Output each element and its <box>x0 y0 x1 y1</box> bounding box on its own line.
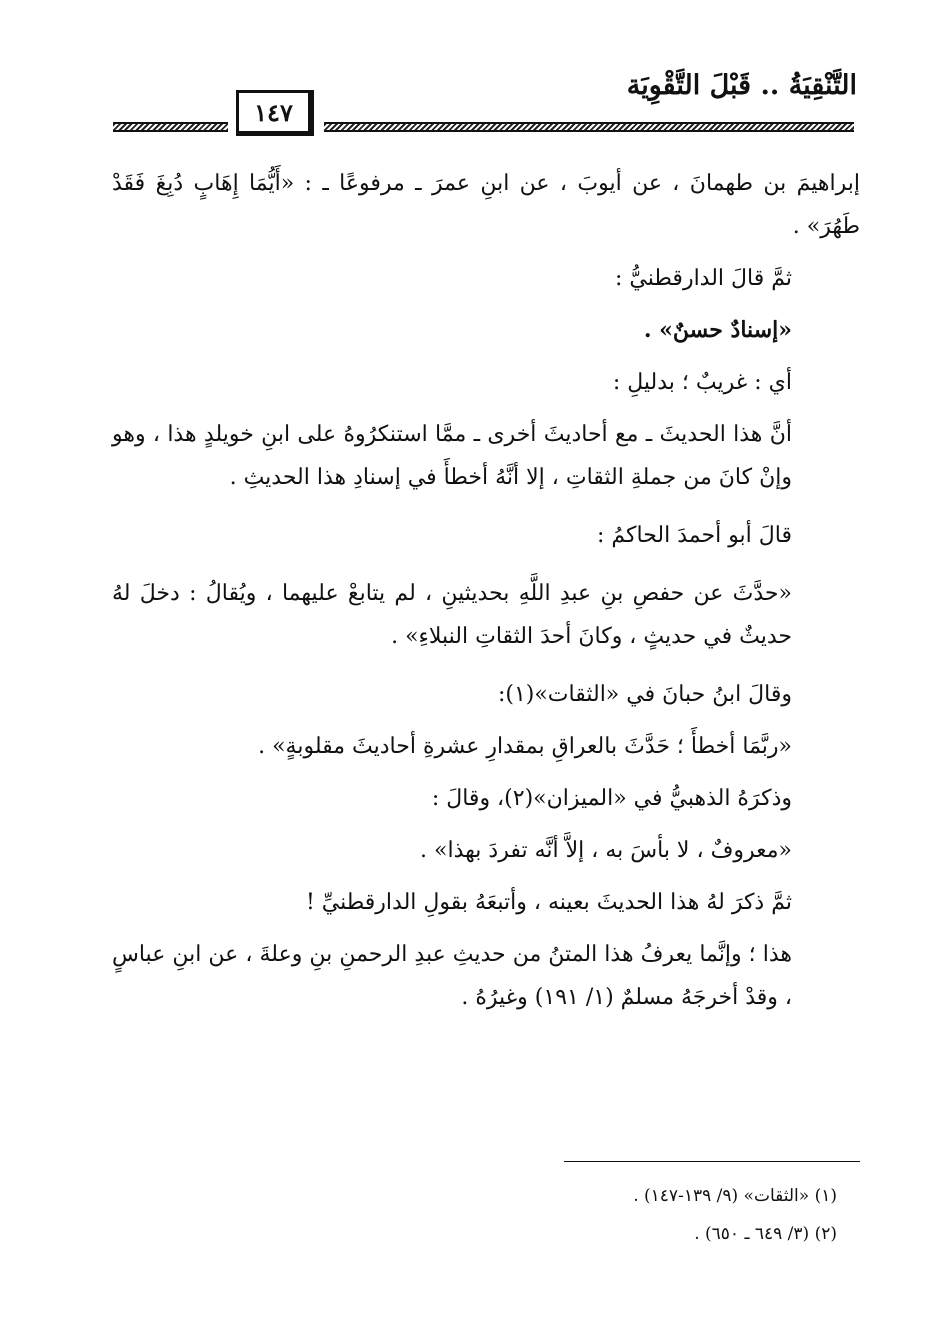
paragraph-11: «معروفٌ ، لا بأسَ به ، إلاَّ أنَّه تفردَ بهذا» . <box>420 838 792 863</box>
paragraph-4: أي : غريبٌ ؛ بدليلِ : <box>612 370 792 395</box>
paragraph-5: أنَّ هذا الحديثَ ـ مع أحاديثَ أخرى ـ ممَّا استنكرُوهُ على ابنِ خويلدٍ هذا ، وهو وإنْ كانَ من جملةِ الثقاتِ ، إلا أنَّهُ أخطأَ في إسنادِ هذا الحديثِ . <box>112 422 792 490</box>
paragraph-8: وقالَ ابنُ حبانَ في «الثقات»(١): <box>497 682 792 707</box>
header-rule-right <box>324 122 854 132</box>
paragraph-2: ثمَّ قالَ الدارقطنيُّ : <box>615 266 792 291</box>
paragraph-1: إبراهيمَ بن طهمانَ ، عن أيوبَ ، عن ابنِ عمرَ ـ مرفوعًا ـ : «أَيُّمَا إِهَابٍ دُبِغَ فَقَدْ طَهُرَ» . <box>112 171 860 239</box>
footnote-2: (٢) (٣/ ٦٤٩ ـ ٦٥٠) . <box>694 1224 837 1244</box>
footnotes <box>633 1177 837 1253</box>
running-title: التَّنْقِيَةُ .. قَبْلَ التَّقْوِيَة <box>626 70 857 101</box>
paragraph-13: هذا ؛ وإنَّما يعرفُ هذا المتنُ من حديثِ عبدِ الرحمنِ بنِ وعلةَ ، عن ابنِ عباسٍ ، وقدْ أخرجَهُ مسلمٌ (١/ ١٩١) وغيرُهُ . <box>112 942 792 1010</box>
footnote-separator <box>564 1161 860 1162</box>
paragraph-7: «حدَّثَ عن حفصِ بنِ عبدِ اللَّهِ بحديثينِ ، لم يتابعْ عليهما ، ويُقالُ : دخلَ لهُ حديثٌ في حديثٍ ، وكانَ أحدَ الثقاتِ النبلاءِ» . <box>112 581 792 649</box>
paragraph-12: ثمَّ ذكرَ لهُ هذا الحديثَ بعينه ، وأتبعَهُ بقولِ الدارقطنيِّ ! <box>305 890 792 915</box>
body-text <box>112 162 860 1034</box>
footnote-1: (١) «الثقات» (٩/ ١٣٩-١٤٧) . <box>633 1186 837 1206</box>
header-rule-left <box>113 122 228 132</box>
paragraph-10: وذكرَهُ الذهبيُّ في «الميزان»(٢)، وقالَ : <box>431 786 792 811</box>
paragraph-3: «إسنادٌ حسنٌ» . <box>643 317 792 343</box>
paragraph-6: قالَ أبو أحمدَ الحاكمُ : <box>596 523 792 548</box>
paragraph-9: «ربَّمَا أخطأَ ؛ حَدَّثَ بالعراقِ بمقدارِ عشرةِ أحاديثَ مقلوبةٍ» . <box>258 734 792 759</box>
page-number: ١٤٧ <box>236 90 314 136</box>
